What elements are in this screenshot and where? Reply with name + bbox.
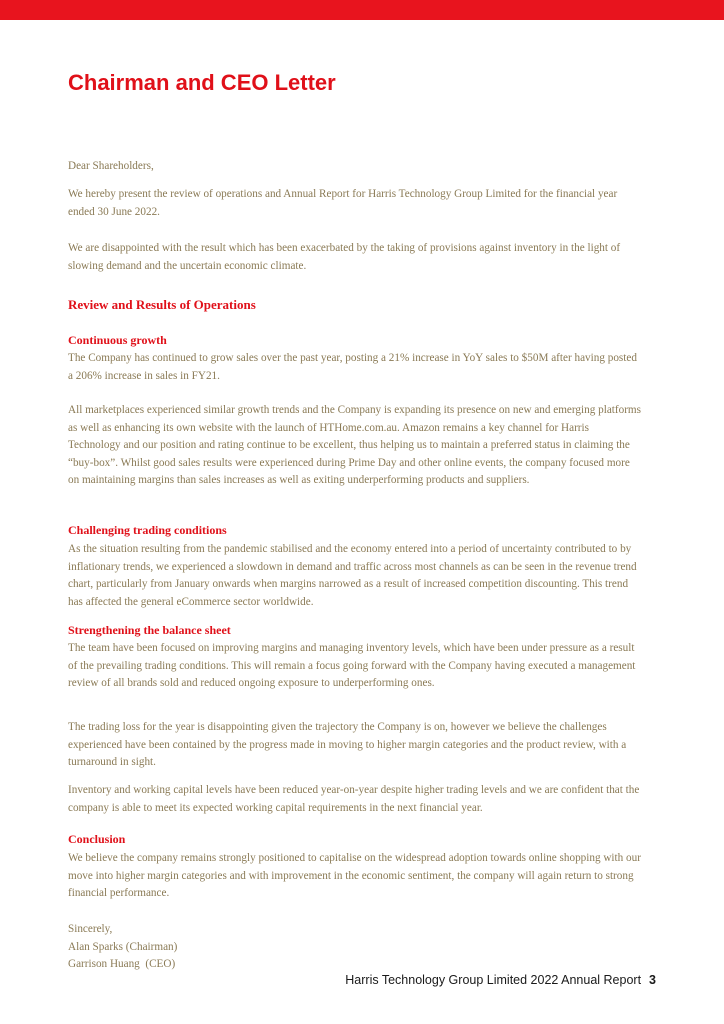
section-heading-continuous-growth: Continuous growth — [68, 333, 167, 347]
section-paragraph: The team have been focused on improving margins and managing inventory levels, which have been under pressure as a result of the prevailing trading conditions. This will remain a focus going forward with the Company having executed a management review of all brands sold and reduced ongoing exposure to underperforming ones. — [68, 642, 636, 689]
signatory-ceo: Garrison Huang (CEO) — [68, 958, 176, 970]
section-paragraph: Inventory and working capital levels have been reduced year-on-year despite higher trading levels and we are confident that the company is able to meet its expected working capital requirements in the next financial year. — [68, 784, 640, 814]
section-paragraph: All marketplaces experienced similar growth trends and the Company is expanding its presence on new and emerging platforms as well as enhancing its own website with the launch of HTHome.com.au. Amazon remains a key channel for Harris Technology and our position and rating continue to be excellent, thus helping us to maintain a preferred status in claiming the “buy-box”. Whilst good sales results were experienced during Prime Day and other online events, the company focused more on maintaining margins than sales increases as well as exiting underperforming products and suppliers. — [68, 404, 641, 486]
salutation: Dear Shareholders, — [68, 160, 154, 172]
section-paragraph: We believe the company remains strongly positioned to capitalise on the widespread adoption towards online shopping with our move into higher margin categories and with improvement in the economic sentiment, the company will again return to strong financial performance. — [68, 852, 641, 899]
top-accent-bar — [0, 0, 724, 20]
section-heading-challenging-trading: Challenging trading conditions — [68, 523, 227, 537]
intro-paragraph-2: We are disappointed with the result which has been exacerbated by the taking of provisions against inventory in the light of slowing demand and the uncertain economic climate. — [68, 242, 621, 272]
page-title: Chairman and CEO Letter — [68, 70, 336, 95]
section-heading-balance-sheet: Strengthening the balance sheet — [68, 623, 231, 637]
section-paragraph: The trading loss for the year is disappointing given the trajectory the Company is on, however we believe the challenges experienced have been contained by the progress made in moving to higher margin categories and the product review, with a turnaround in sight. — [68, 721, 627, 768]
footer-report-name: Harris Technology Group Limited 2022 Annual Report — [345, 973, 642, 987]
page-number: 3 — [649, 973, 656, 987]
section-paragraph: As the situation resulting from the pandemic stabilised and the economy entered into a period of uncertainty contributed to by inflationary trends, we experienced a slowdown in demand and traffic across most channels as can be seen in the revenue trend chart, particularly from January onwards when margins narrowed as a result of increased competition discounting. This trend has affected the general eCommerce sector worldwide. — [68, 543, 637, 608]
section-heading-conclusion: Conclusion — [68, 832, 126, 846]
review-heading: Review and Results of Operations — [68, 297, 256, 312]
intro-paragraph-1: We hereby present the review of operations and Annual Report for Harris Technology Group Limited for the financial year ended 30 June 2022. — [68, 188, 618, 218]
sign-off: Sincerely, — [68, 923, 113, 935]
signatory-chairman: Alan Sparks (Chairman) — [68, 940, 178, 953]
signature-block — [68, 921, 643, 974]
page-footer — [345, 973, 656, 987]
section-paragraph: The Company has continued to grow sales over the past year, posting a 21% increase in YoY sales to $50M after having posted a 206% increase in sales in FY21. — [68, 352, 637, 382]
